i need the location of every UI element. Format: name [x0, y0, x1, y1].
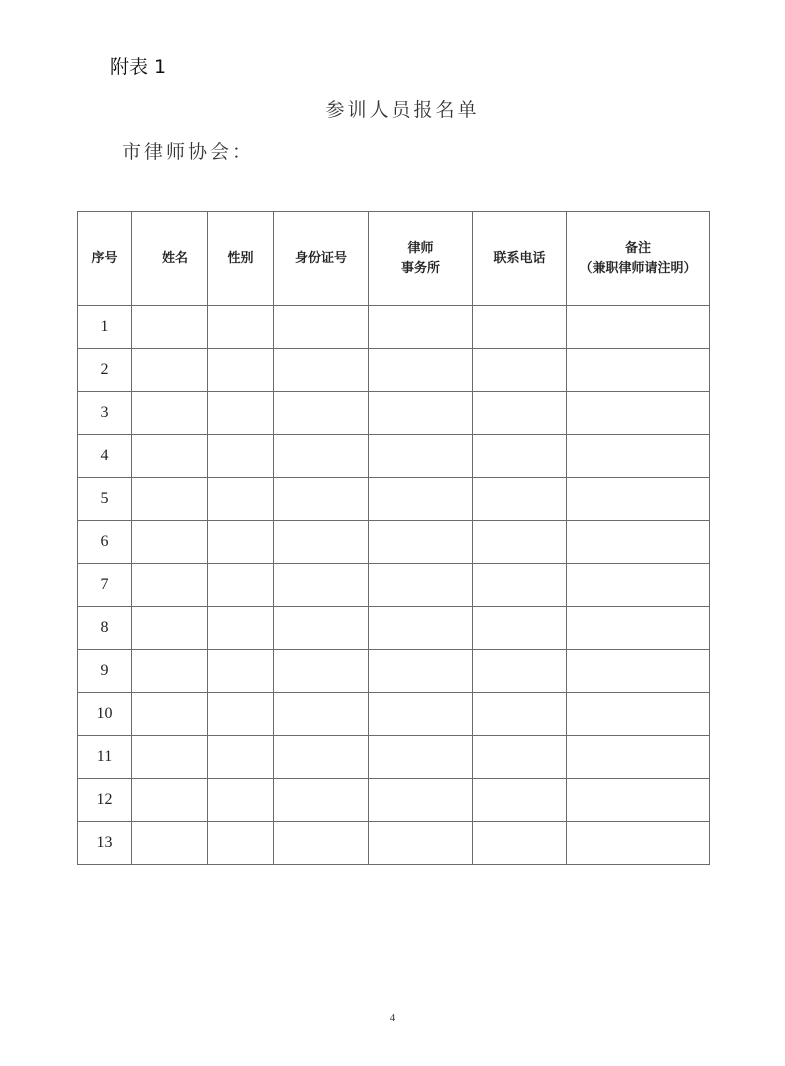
annex-label: 附表 1	[110, 56, 167, 78]
cell-law-firm[interactable]	[369, 349, 473, 392]
cell-id-number[interactable]	[274, 521, 369, 564]
cell-name[interactable]	[132, 693, 208, 736]
table-row	[78, 822, 710, 865]
cell-id-number[interactable]	[274, 736, 369, 779]
cell-law-firm[interactable]	[369, 607, 473, 650]
cell-law-firm[interactable]	[369, 693, 473, 736]
cell-name[interactable]	[132, 435, 208, 478]
table-row	[78, 693, 710, 736]
cell-law-firm[interactable]	[369, 521, 473, 564]
cell-remarks[interactable]	[567, 349, 710, 392]
cell-name[interactable]	[132, 779, 208, 822]
cell-gender[interactable]	[208, 521, 274, 564]
row-number: 2	[78, 349, 132, 392]
row-number: 8	[78, 607, 132, 650]
cell-name[interactable]	[132, 607, 208, 650]
cell-remarks[interactable]	[567, 306, 710, 349]
row-number: 5	[78, 478, 132, 521]
cell-gender[interactable]	[208, 822, 274, 865]
cell-id-number[interactable]	[274, 779, 369, 822]
cell-law-firm[interactable]	[369, 478, 473, 521]
cell-phone[interactable]	[473, 306, 567, 349]
cell-name[interactable]	[132, 306, 208, 349]
cell-id-number[interactable]	[274, 392, 369, 435]
cell-phone[interactable]	[473, 736, 567, 779]
cell-gender[interactable]	[208, 564, 274, 607]
cell-name[interactable]	[132, 478, 208, 521]
column-header-law-firm: 律师 事务所	[369, 212, 473, 306]
cell-gender[interactable]	[208, 306, 274, 349]
column-header-name: 姓名	[132, 212, 208, 306]
cell-gender[interactable]	[208, 478, 274, 521]
column-header-serial: 序号	[78, 212, 132, 306]
row-number: 6	[78, 521, 132, 564]
cell-phone[interactable]	[473, 521, 567, 564]
table-row	[78, 521, 710, 564]
cell-phone[interactable]	[473, 822, 567, 865]
cell-id-number[interactable]	[274, 478, 369, 521]
cell-id-number[interactable]	[274, 435, 369, 478]
row-number: 7	[78, 564, 132, 607]
table-row	[78, 564, 710, 607]
row-number: 1	[78, 306, 132, 349]
cell-remarks[interactable]	[567, 650, 710, 693]
cell-gender[interactable]	[208, 736, 274, 779]
addressee-line: 市律师协会：	[122, 141, 255, 163]
cell-phone[interactable]	[473, 349, 567, 392]
cell-id-number[interactable]	[274, 693, 369, 736]
cell-phone[interactable]	[473, 564, 567, 607]
cell-remarks[interactable]	[567, 435, 710, 478]
table-row	[78, 306, 710, 349]
table-row	[78, 607, 710, 650]
cell-law-firm[interactable]	[369, 306, 473, 349]
table-row	[78, 478, 710, 521]
cell-gender[interactable]	[208, 693, 274, 736]
cell-remarks[interactable]	[567, 736, 710, 779]
row-number: 9	[78, 650, 132, 693]
cell-remarks[interactable]	[567, 478, 710, 521]
document-title: 参训人员报名单	[325, 99, 480, 121]
cell-gender[interactable]	[208, 392, 274, 435]
table-row	[78, 392, 710, 435]
row-number: 11	[78, 736, 132, 779]
cell-phone[interactable]	[473, 392, 567, 435]
cell-law-firm[interactable]	[369, 822, 473, 865]
table-row	[78, 349, 710, 392]
cell-remarks[interactable]	[567, 822, 710, 865]
cell-name[interactable]	[132, 650, 208, 693]
cell-id-number[interactable]	[274, 650, 369, 693]
cell-id-number[interactable]	[274, 349, 369, 392]
cell-phone[interactable]	[473, 779, 567, 822]
cell-id-number[interactable]	[274, 306, 369, 349]
table-row	[78, 779, 710, 822]
cell-phone[interactable]	[473, 435, 567, 478]
cell-gender[interactable]	[208, 779, 274, 822]
cell-phone[interactable]	[473, 650, 567, 693]
table-row	[78, 736, 710, 779]
cell-law-firm[interactable]	[369, 779, 473, 822]
row-number: 10	[78, 693, 132, 736]
cell-phone[interactable]	[473, 607, 567, 650]
cell-gender[interactable]	[208, 435, 274, 478]
cell-gender[interactable]	[208, 650, 274, 693]
cell-remarks[interactable]	[567, 607, 710, 650]
cell-name[interactable]	[132, 349, 208, 392]
column-header-remarks: 备注 （兼职律师请注明）	[567, 212, 710, 306]
column-header-phone: 联系电话	[473, 212, 567, 306]
cell-law-firm[interactable]	[369, 392, 473, 435]
cell-law-firm[interactable]	[369, 435, 473, 478]
column-header-id-number: 身份证号	[274, 212, 369, 306]
row-number: 12	[78, 779, 132, 822]
row-number: 4	[78, 435, 132, 478]
column-header-gender: 性别	[208, 212, 274, 306]
table-body	[78, 306, 710, 865]
cell-id-number[interactable]	[274, 822, 369, 865]
cell-law-firm[interactable]	[369, 650, 473, 693]
cell-name[interactable]	[132, 736, 208, 779]
cell-name[interactable]	[132, 564, 208, 607]
cell-name[interactable]	[132, 822, 208, 865]
cell-id-number[interactable]	[274, 564, 369, 607]
cell-name[interactable]	[132, 392, 208, 435]
cell-phone[interactable]	[473, 478, 567, 521]
table-row	[78, 650, 710, 693]
row-number: 13	[78, 822, 132, 865]
cell-remarks[interactable]	[567, 693, 710, 736]
page-number: 4	[389, 1012, 396, 1024]
table-header-row	[78, 212, 710, 306]
cell-remarks[interactable]	[567, 521, 710, 564]
registration-table	[77, 211, 710, 865]
cell-remarks[interactable]	[567, 564, 710, 607]
cell-gender[interactable]	[208, 349, 274, 392]
cell-law-firm[interactable]	[369, 736, 473, 779]
cell-phone[interactable]	[473, 693, 567, 736]
cell-remarks[interactable]	[567, 392, 710, 435]
row-number: 3	[78, 392, 132, 435]
cell-id-number[interactable]	[274, 607, 369, 650]
cell-gender[interactable]	[208, 607, 274, 650]
table-row	[78, 435, 710, 478]
cell-name[interactable]	[132, 521, 208, 564]
cell-law-firm[interactable]	[369, 564, 473, 607]
cell-remarks[interactable]	[567, 779, 710, 822]
